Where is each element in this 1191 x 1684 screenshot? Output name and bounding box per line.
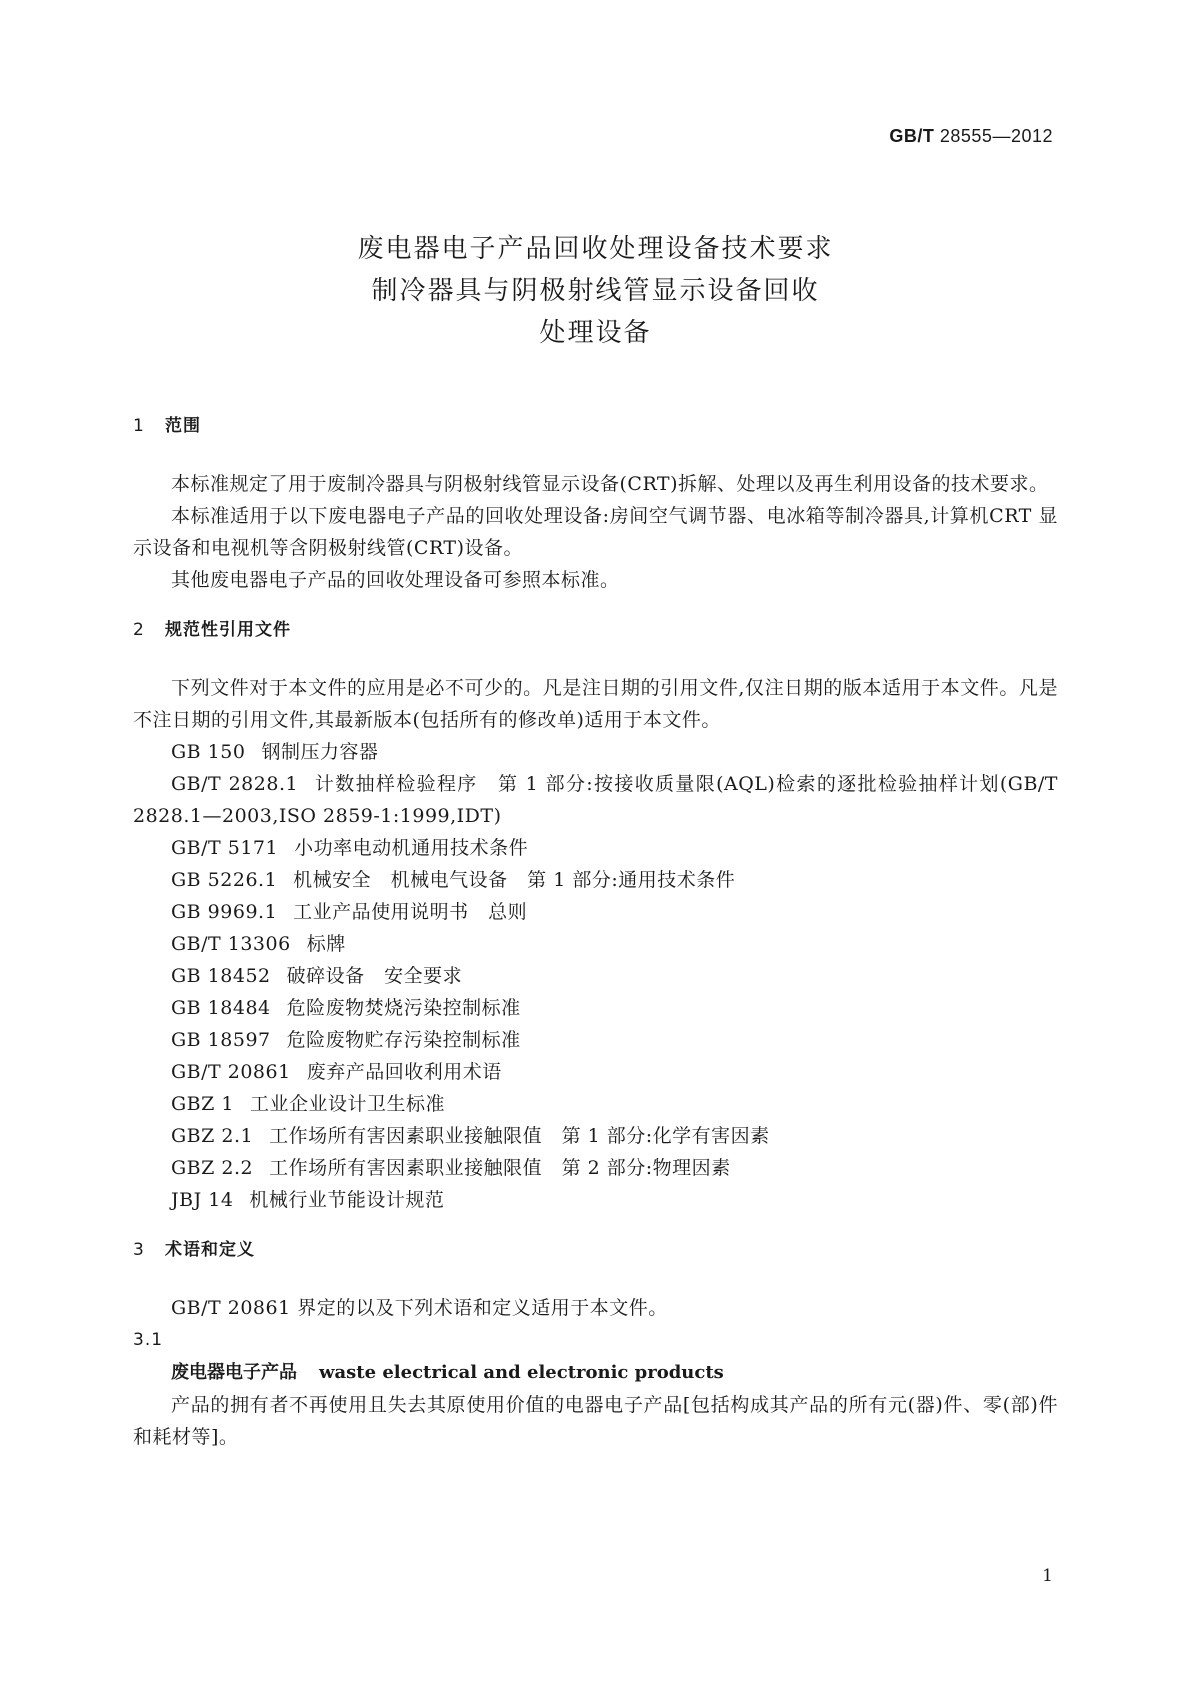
reference-title: 标牌	[306, 933, 346, 955]
reference-code: GB 18597	[171, 1029, 271, 1051]
reference-item	[133, 864, 1058, 896]
scope-paragraph: 本标准规定了用于废制冷器具与阴极射线管显示设备(CRT)拆解、处理以及再生利用设备的技术要求。	[171, 473, 1049, 495]
reference-item	[133, 832, 1058, 864]
terms-intro: GB/T 20861 界定的以及下列术语和定义适用于本文件。	[171, 1297, 668, 1319]
reference-item	[133, 992, 1058, 1024]
standard-code-number: 28555—2012	[939, 126, 1053, 146]
reference-code: GB 9969.1	[171, 901, 278, 923]
title-line-2: 制冷器具与阴极射线管显示设备回收	[371, 276, 820, 306]
scope-paragraph: 其他废电器电子产品的回收处理设备可参照本标准。	[171, 569, 620, 591]
reference-title: 钢制压力容器	[261, 741, 379, 763]
reference-title: 破碎设备 安全要求	[286, 965, 463, 987]
reference-title: 工作场所有害因素职业接触限值 第 2 部分:物理因素	[269, 1157, 731, 1179]
section-title: 范围	[165, 416, 201, 436]
page-number: 1	[1042, 1566, 1053, 1586]
reference-title: 废弃产品回收利用术语	[306, 1061, 502, 1083]
reference-item	[133, 1088, 1058, 1120]
reference-title: 计数抽样检验程序 第 1 部分:按接收质量限(AQL)检索的逐批检验抽样计划(GB/T 2828.1—2003,ISO 2859-1:1999,IDT)	[133, 773, 1058, 827]
reference-code: GB/T 5171	[171, 837, 279, 859]
reference-code: GBZ 2.1	[171, 1125, 254, 1147]
reference-item	[133, 1056, 1058, 1088]
section-title: 术语和定义	[165, 1240, 255, 1260]
document-body	[133, 414, 1058, 1453]
section-number: 2	[133, 620, 145, 640]
section-title: 规范性引用文件	[165, 620, 291, 640]
standard-code	[889, 126, 1053, 147]
reference-item	[133, 960, 1058, 992]
section-number: 3	[133, 1240, 145, 1260]
reference-title: 工业企业设计卫生标准	[249, 1093, 445, 1115]
reference-item	[133, 1120, 1058, 1152]
section-heading-references	[133, 618, 1058, 642]
reference-item	[133, 768, 1058, 832]
reference-title: 工业产品使用说明书 总则	[293, 901, 528, 923]
title-line-3: 处理设备	[539, 318, 652, 348]
reference-code: GB/T 20861	[171, 1061, 291, 1083]
reference-item	[133, 1024, 1058, 1056]
reference-code: GB 18484	[171, 997, 271, 1019]
document-title	[0, 228, 1191, 354]
reference-item	[133, 1152, 1058, 1184]
term-name-en: waste electrical and electronic products	[319, 1362, 724, 1383]
reference-title: 工作场所有害因素职业接触限值 第 1 部分:化学有害因素	[269, 1125, 770, 1147]
reference-item	[133, 928, 1058, 960]
term-heading	[133, 1356, 1058, 1389]
reference-title: 小功率电动机通用技术条件	[294, 837, 529, 859]
references-intro: 下列文件对于本文件的应用是必不可少的。凡是注日期的引用文件,仅注日期的版本适用于本文件。凡是不注日期的引用文件,其最新版本(包括所有的修改单)适用于本文件。	[133, 677, 1058, 731]
section-heading-scope	[133, 414, 1058, 438]
term-name-zh: 废电器电子产品	[171, 1362, 297, 1383]
reference-code: GBZ 1	[171, 1093, 234, 1115]
reference-code: GB 150	[171, 741, 246, 763]
term-definition: 产品的拥有者不再使用且失去其原使用价值的电器电子产品[包括构成其产品的所有元(器)件、零(部)件和耗材等]。	[133, 1394, 1058, 1448]
term-number: 3.1	[133, 1330, 164, 1350]
reference-code: GB 18452	[171, 965, 271, 987]
reference-code: GB/T 13306	[171, 933, 291, 955]
scope-paragraph: 本标准适用于以下废电器电子产品的回收处理设备:房间空气调节器、电冰箱等制冷器具,计算机CRT 显示设备和电视机等含阴极射线管(CRT)设备。	[133, 505, 1058, 559]
reference-code: GB 5226.1	[171, 869, 278, 891]
reference-item	[133, 736, 1058, 768]
reference-title: 机械行业节能设计规范	[249, 1189, 445, 1211]
reference-title: 危险废物焚烧污染控制标准	[286, 997, 521, 1019]
reference-code: JBJ 14	[171, 1189, 234, 1211]
reference-title: 危险废物贮存污染控制标准	[286, 1029, 521, 1051]
reference-item	[133, 1184, 1058, 1216]
standard-code-prefix: GB/T	[889, 126, 935, 146]
reference-code: GBZ 2.2	[171, 1157, 254, 1179]
section-number: 1	[133, 416, 145, 436]
title-line-1: 废电器电子产品回收处理设备技术要求	[357, 234, 834, 264]
section-heading-terms	[133, 1238, 1058, 1262]
reference-title: 机械安全 机械电气设备 第 1 部分:通用技术条件	[293, 869, 736, 891]
reference-item	[133, 896, 1058, 928]
reference-code: GB/T 2828.1	[171, 773, 299, 795]
